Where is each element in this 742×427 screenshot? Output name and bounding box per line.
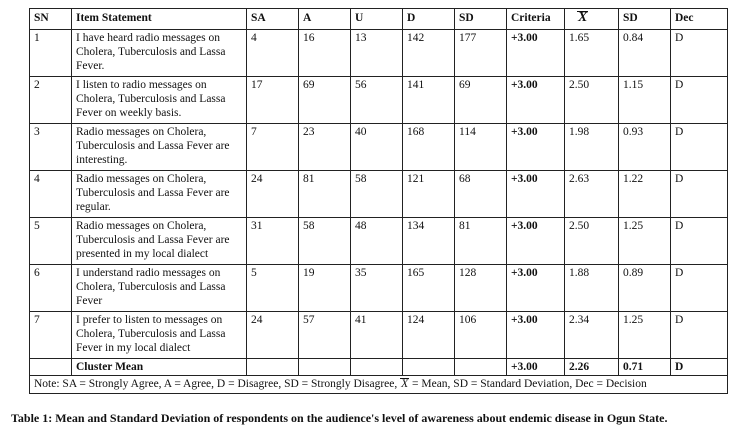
- a-cell: 23: [299, 124, 351, 171]
- sd-cell: 68: [455, 171, 507, 218]
- criteria-cell: +3.00: [507, 265, 565, 312]
- header-std: SD: [619, 9, 671, 30]
- a-cell: 81: [299, 171, 351, 218]
- sd-cell: 106: [455, 312, 507, 359]
- table-row: [30, 312, 728, 359]
- sa-cell: 24: [247, 312, 299, 359]
- dec-cell: D: [671, 124, 728, 171]
- std-cell: 1.22: [619, 171, 671, 218]
- cluster-mean-row: [30, 359, 728, 376]
- header-criteria: Criteria: [507, 9, 565, 30]
- sa-cell: 5: [247, 265, 299, 312]
- criteria-cell: +3.00: [507, 124, 565, 171]
- item-statement-cell: Radio messages on Cholera, Tuberculosis and Lassa Fever are presented in my local dialect: [72, 218, 247, 265]
- item-statement-cell: I have heard radio messages on Cholera, Tuberculosis and Lassa Fever.: [72, 30, 247, 77]
- d-cell: 168: [403, 124, 455, 171]
- sd-cell: 128: [455, 265, 507, 312]
- mean-cell: 1.88: [565, 265, 619, 312]
- sn-cell: 2: [30, 77, 72, 124]
- cluster-sd-cell: [455, 359, 507, 376]
- u-cell: 48: [351, 218, 403, 265]
- note-mean-symbol: X: [401, 378, 409, 390]
- mean-cell: 2.63: [565, 171, 619, 218]
- std-cell: 0.93: [619, 124, 671, 171]
- dec-cell: D: [671, 265, 728, 312]
- mean-symbol: X: [578, 10, 588, 25]
- u-cell: 56: [351, 77, 403, 124]
- item-statement-cell: Radio messages on Cholera, Tuberculosis and Lassa Fever are regular.: [72, 171, 247, 218]
- sn-cell: 3: [30, 124, 72, 171]
- mean-cell: 1.65: [565, 30, 619, 77]
- header-dec: Dec: [671, 9, 728, 30]
- header-a: A: [299, 9, 351, 30]
- std-cell: 1.25: [619, 312, 671, 359]
- a-cell: 16: [299, 30, 351, 77]
- table-caption: Table 1: Mean and Standard Deviation of respondents on the audience's level of awareness about endemic disease in Ogun State.: [11, 411, 668, 425]
- dec-cell: D: [671, 312, 728, 359]
- d-cell: 165: [403, 265, 455, 312]
- header-sa: SA: [247, 9, 299, 30]
- std-cell: 1.15: [619, 77, 671, 124]
- d-cell: 142: [403, 30, 455, 77]
- sa-cell: 4: [247, 30, 299, 77]
- item-statement-cell: Radio messages on Cholera, Tuberculosis and Lassa Fever are interesting.: [72, 124, 247, 171]
- sa-cell: 24: [247, 171, 299, 218]
- dec-cell: D: [671, 30, 728, 77]
- mean-cell: 1.98: [565, 124, 619, 171]
- table-body: [30, 30, 728, 359]
- table-row: [30, 77, 728, 124]
- d-cell: 134: [403, 218, 455, 265]
- results-table: [29, 8, 728, 394]
- criteria-cell: +3.00: [507, 171, 565, 218]
- mean-cell: 2.50: [565, 218, 619, 265]
- cluster-sa-cell: [247, 359, 299, 376]
- std-cell: 1.25: [619, 218, 671, 265]
- sa-cell: 17: [247, 77, 299, 124]
- cluster-a-cell: [299, 359, 351, 376]
- table-row: [30, 265, 728, 312]
- header-mean: [565, 9, 619, 30]
- u-cell: 35: [351, 265, 403, 312]
- sd-cell: 81: [455, 218, 507, 265]
- d-cell: 141: [403, 77, 455, 124]
- criteria-cell: +3.00: [507, 312, 565, 359]
- sa-cell: 7: [247, 124, 299, 171]
- sd-cell: 69: [455, 77, 507, 124]
- dec-cell: D: [671, 218, 728, 265]
- table-row: [30, 171, 728, 218]
- cluster-u-cell: [351, 359, 403, 376]
- criteria-cell: +3.00: [507, 30, 565, 77]
- u-cell: 13: [351, 30, 403, 77]
- sn-cell: 6: [30, 265, 72, 312]
- mean-cell: 2.50: [565, 77, 619, 124]
- table-row: [30, 218, 728, 265]
- table-row: [30, 124, 728, 171]
- u-cell: 40: [351, 124, 403, 171]
- criteria-cell: +3.00: [507, 77, 565, 124]
- header-row: [30, 9, 728, 30]
- u-cell: 58: [351, 171, 403, 218]
- sn-cell: 7: [30, 312, 72, 359]
- table-row: [30, 30, 728, 77]
- note-text-end: = Mean, SD = Standard Deviation, Dec = Decision: [409, 378, 647, 390]
- cluster-criteria: +3.00: [507, 359, 565, 376]
- cluster-d-cell: [403, 359, 455, 376]
- header-d: D: [403, 9, 455, 30]
- cluster-sn-cell: [30, 359, 72, 376]
- sn-cell: 5: [30, 218, 72, 265]
- sn-cell: 4: [30, 171, 72, 218]
- std-cell: 0.84: [619, 30, 671, 77]
- criteria-cell: +3.00: [507, 218, 565, 265]
- sa-cell: 31: [247, 218, 299, 265]
- a-cell: 58: [299, 218, 351, 265]
- mean-cell: 2.34: [565, 312, 619, 359]
- note-text-start: Note: SA = Strongly Agree, A = Agree, D = Disagree, SD = Strongly Disagree,: [34, 378, 401, 390]
- std-cell: 0.89: [619, 265, 671, 312]
- item-statement-cell: I listen to radio messages on Cholera, Tuberculosis and Lassa Fever on weekly basis.: [72, 77, 247, 124]
- header-item-statement: Item Statement: [72, 9, 247, 30]
- dec-cell: D: [671, 171, 728, 218]
- d-cell: 121: [403, 171, 455, 218]
- u-cell: 41: [351, 312, 403, 359]
- a-cell: 57: [299, 312, 351, 359]
- note-row: [30, 376, 728, 394]
- a-cell: 19: [299, 265, 351, 312]
- cluster-mean: 2.26: [565, 359, 619, 376]
- cluster-std: 0.71: [619, 359, 671, 376]
- header-u: U: [351, 9, 403, 30]
- dec-cell: D: [671, 77, 728, 124]
- cluster-label: Cluster Mean: [72, 359, 247, 376]
- note-cell: [30, 376, 728, 394]
- item-statement-cell: I understand radio messages on Cholera, Tuberculosis and Lassa Fever: [72, 265, 247, 312]
- sd-cell: 177: [455, 30, 507, 77]
- a-cell: 69: [299, 77, 351, 124]
- sn-cell: 1: [30, 30, 72, 77]
- header-sd: SD: [455, 9, 507, 30]
- item-statement-cell: I prefer to listen to messages on Cholera, Tuberculosis and Lassa Fever in my local dialect: [72, 312, 247, 359]
- sd-cell: 114: [455, 124, 507, 171]
- cluster-dec: D: [671, 359, 728, 376]
- header-sn: SN: [30, 9, 72, 30]
- d-cell: 124: [403, 312, 455, 359]
